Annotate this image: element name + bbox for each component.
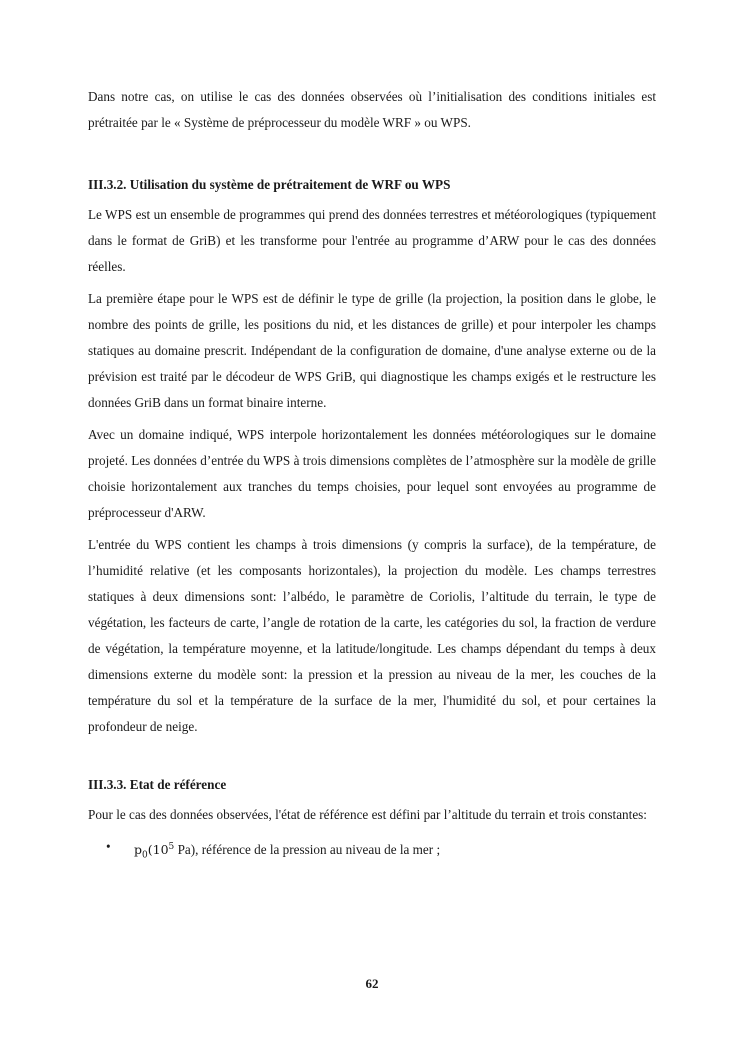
bullet-icon: • [106, 839, 111, 854]
constants-list [88, 834, 656, 869]
page-number: 62 [365, 976, 379, 991]
reference-state-paragraph: Pour le cas des données observées, l'état de référence est défini par l’altitude du terrain et trois constantes: [88, 807, 647, 822]
section-heading-3-3-2: III.3.2. Utilisation du système de prétraitement de WRF ou WPS [88, 177, 451, 192]
bullet-text: , référence de la pression au niveau de la mer ; [195, 842, 441, 858]
intro-paragraph: Dans notre cas, on utilise le cas des données observées où l’initialisation des conditions initiales est prétraitée par le « Système de préprocesseur du modèle WRF » ou WPS. [88, 89, 656, 130]
section-heading-3-3-3: III.3.3. Etat de référence [88, 777, 227, 792]
document-body [88, 84, 656, 869]
pressure-formula: $p_0(10^5$ [134, 842, 175, 861]
pressure-unit: Pa) [174, 842, 196, 858]
input-fields-paragraph: L'entrée du WPS contient les champs à trois dimensions (y compris la surface), de la température, de l’humidité relative (et les composants horizontales), la projection du modèle. Les champs terrestres statiques à deux dimensions sont: l’albédo, le paramètre de Coriolis, l’altitude du terrain, le type de végétation, les facteurs de carte, l’angle de rotation de la carte, les catégories du sol, la fraction de verdure de végétation, la température moyenne, et la latitude/longitude. Les champs dépendant du temps à deux dimensions externe du modèle sont: la pression et la pression au niveau de la mer, les couches de la température du sol et la température de la surface de la mer, l'humidité du sol, et pour certaines la profondeur de neige. [88, 537, 656, 734]
domain-paragraph: Avec un domaine indiqué, WPS interpole horizontalement les données météorologiques sur le domaine projeté. Les données d’entrée du WPS à trois dimensions complètes de l’atmosphère sur la modèle de grille choisie horizontalement aux tranches du temps choisies, pour lequel sont envoyées au programme de préprocesseur d'ARW. [88, 427, 656, 520]
list-item [88, 834, 656, 869]
wps-definition-paragraph: Le WPS est un ensemble de programmes qui prend des données terrestres et météorologiques (typiquement dans le format de GriB) et les transforme pour l'entrée au programme d’ARW pour le cas des données réelles. [88, 207, 656, 274]
first-step-paragraph: La première étape pour le WPS est de définir le type de grille (la projection, la position dans le globe, le nombre des points de grille, les positions du nid, et les distances de grille) et pour interpoler les champs statiques au domaine prescrit. Indépendant de la configuration de domaine, d'une analyse externe ou de la prévision est traité par le décodeur de WPS GriB, qui diagnostique les champs exigés et le restructure les données GriB dans un format binaire interne. [88, 291, 656, 410]
